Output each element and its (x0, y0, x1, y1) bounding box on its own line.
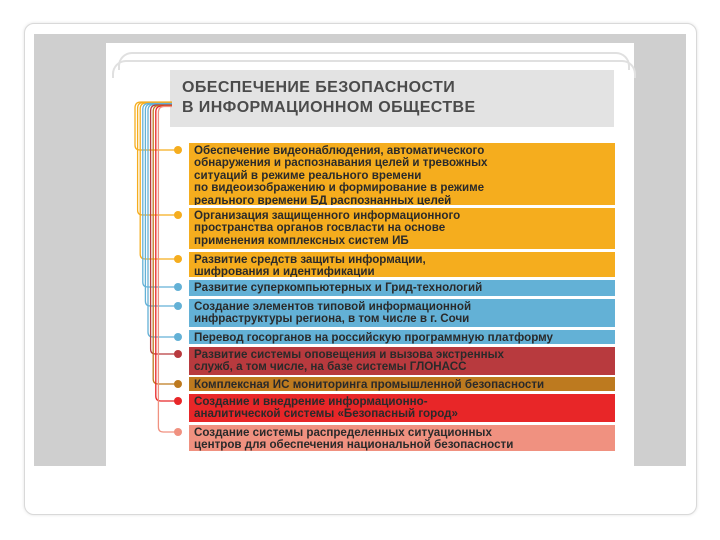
item-box: Создание системы распределенных ситуационных центров для обеспечения национальной безопасности (189, 425, 615, 451)
connector-dot (174, 380, 182, 388)
item-box: Перевод госорганов на российскую программную платформу (189, 330, 615, 344)
item-box: Развитие суперкомпьютерных и Грид-технологий (189, 280, 615, 296)
connector-line (148, 105, 178, 338)
connector-dot (174, 397, 182, 405)
item-box: Создание элементов типовой информационной инфраструктуры региона, в том числе в г. Сочи (189, 299, 615, 327)
connector-dot (174, 283, 182, 291)
connector-dot (174, 350, 182, 358)
connector-dot (174, 302, 182, 310)
connector-dot (174, 146, 182, 154)
item-box: Организация защищенного информационного пространства органов госвласти на основе применения комплексных систем ИБ (189, 208, 615, 249)
connector-dot (174, 333, 182, 341)
connector-dot (174, 211, 182, 219)
title-line-1: ОБЕСПЕЧЕНИЕ БЕЗОПАСНОСТИ (182, 79, 456, 96)
title-line-2: В ИНФОРМАЦИОННОМ ОБЩЕСТВЕ (182, 99, 476, 116)
connector-line (151, 105, 178, 354)
item-box: Обеспечение видеонаблюдения, автоматического обнаружения и распознавания целей и тревожных ситуаций в режиме реального времени по видеоизображению и формирование в режиме реального времени БД распознанных целей (189, 143, 615, 205)
item-box: Создание и внедрение информационно- аналитической системы «Безопасный город» (189, 394, 615, 422)
item-box: Развитие средств защиты информации, шифрования и идентификации (189, 252, 615, 277)
connector-dot (174, 428, 182, 436)
connector-dot (174, 255, 182, 263)
item-box: Развитие системы оповещения и вызова экстренных служб, а том числе, на базе системы ГЛОНАСС (189, 347, 615, 375)
connector-line (153, 106, 178, 385)
item-box: Комплексная ИС мониторинга промышленной безопасности (189, 377, 615, 391)
